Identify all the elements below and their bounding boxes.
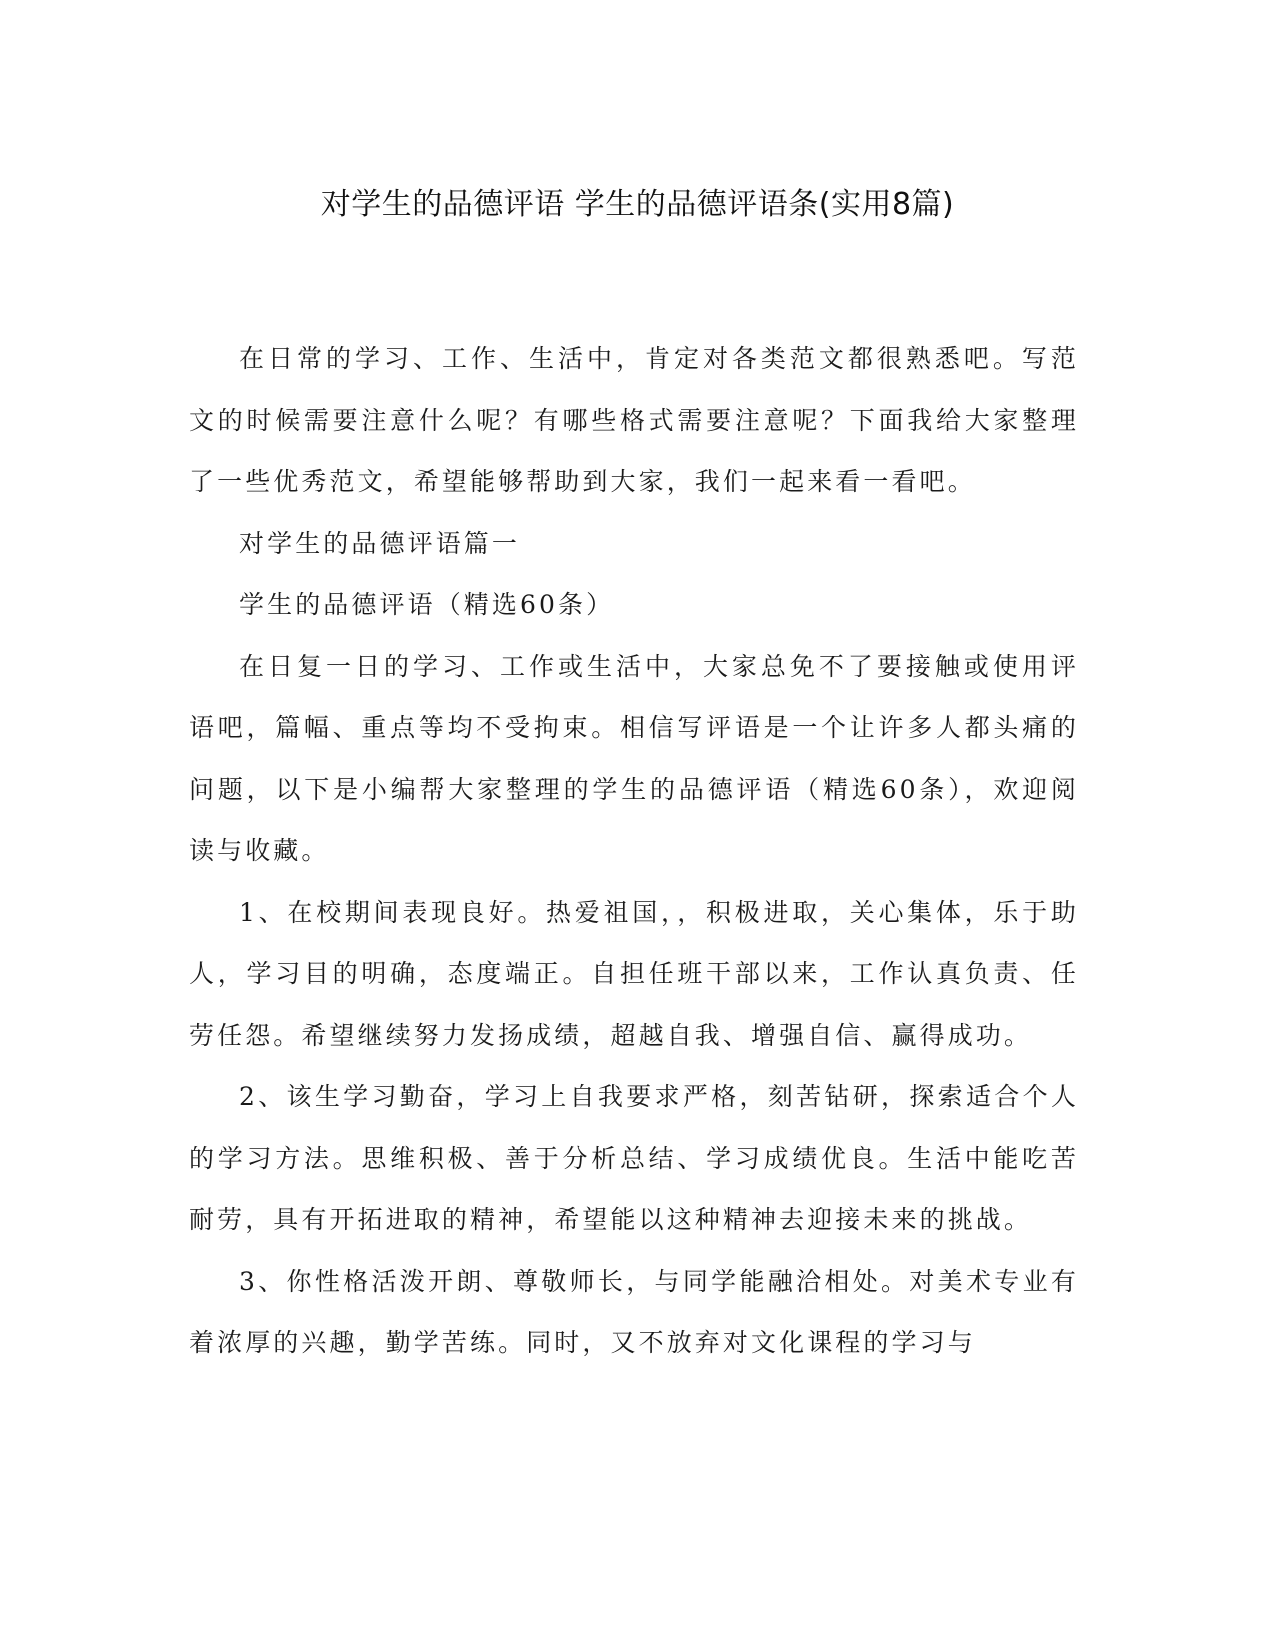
intro-paragraph: 在日常的学习、工作、生活中，肯定对各类范文都很熟悉吧。写范文的时候需要注意什么呢？有哪些格式需要注意呢？下面我给大家整理了一些优秀范文，希望能够帮助到大家，我们一起来看一看吧。 [189, 344, 1079, 496]
body-paragraph: 在日复一日的学习、工作或生活中，大家总免不了要接触或使用评语吧，篇幅、重点等均不受拘束。相信写评语是一个让许多人都头痛的问题，以下是小编帮大家整理的学生的品德评语（精选60条），欢迎阅读与收藏。 [189, 651, 1079, 865]
list-item-1: 1、在校期间表现良好。热爱祖国，，积极进取，关心集体，乐于助人，学习目的明确，态度端正。自担任班干部以来，工作认真负责、任劳任怨。希望继续努力发扬成绩，超越自我、增强自信、赢得成功。 [189, 897, 1079, 1050]
subsection-heading: 学生的品德评语（精选60条） [239, 590, 615, 619]
section-heading: 对学生的品德评语篇一 [239, 528, 521, 558]
document-body [189, 328, 1079, 1374]
list-item-2: 2、该生学习勤奋，学习上自我要求严格，刻苦钻研，探索适合个人的学习方法。思维积极、善于分析总结、学习成绩优良。生活中能吃苦耐劳，具有开拓进取的精神，希望能以这种精神去迎接未来的挑战。 [189, 1082, 1079, 1234]
list-item-3: 3、你性格活泼开朗、尊敬师长，与同学能融洽相处。对美术专业有着浓厚的兴趣，勤学苦练。同时，又不放弃对文化课程的学习与 [189, 1266, 1079, 1357]
document-title: 对学生的品德评语 学生的品德评语条(实用8篇) [320, 187, 955, 222]
